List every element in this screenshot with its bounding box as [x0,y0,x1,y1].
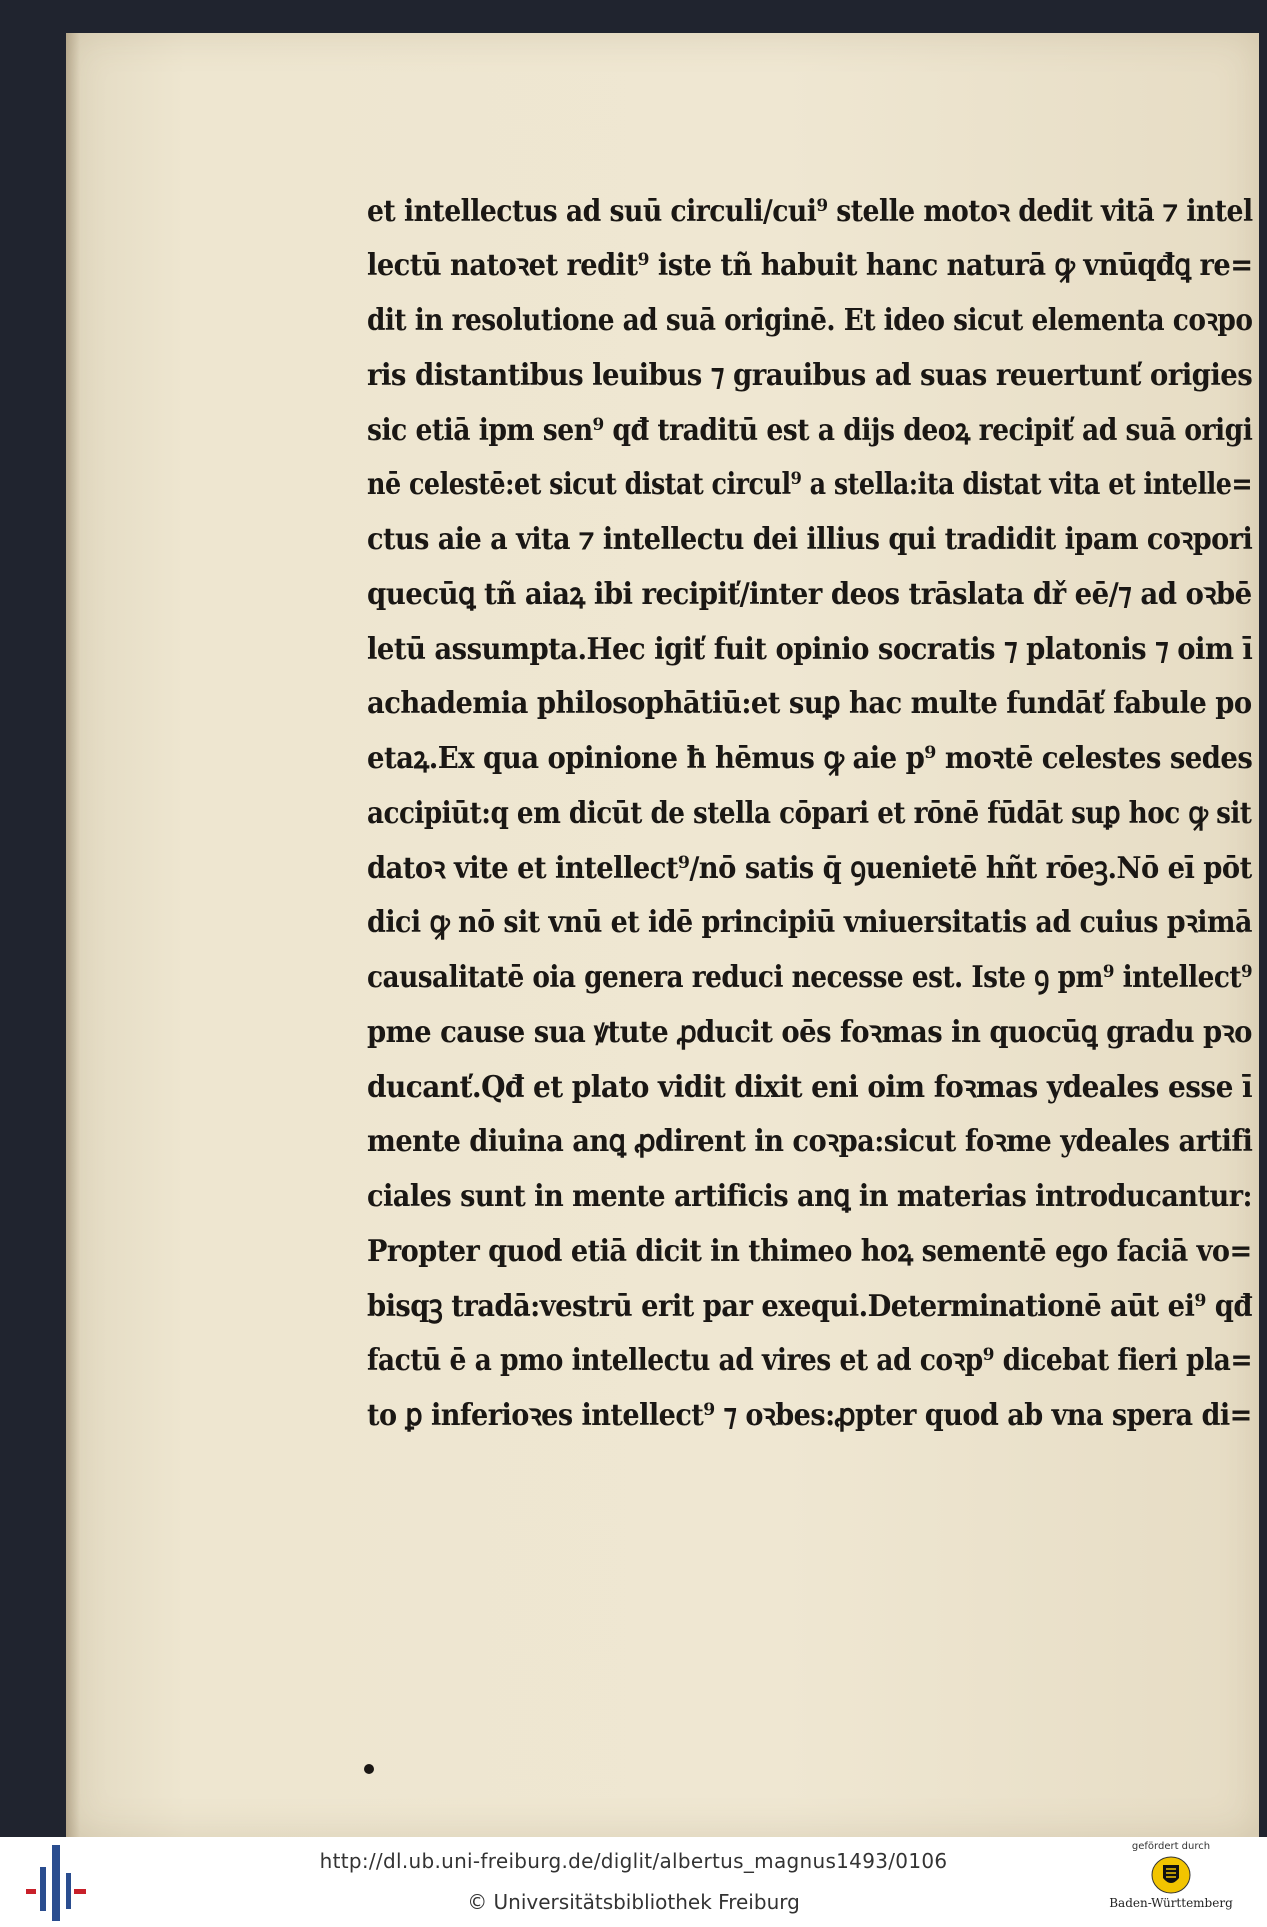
text-line: to ꝑ inferioꝛes intellect⁹ ⁊ oꝛbes:ꝓpter quod ab vna spera di= [367,1398,1252,1433]
sponsor-label: gefördert durch [1131,1841,1211,1852]
text-line: sic etiā ipm sen⁹ qđ traditū est a dijs deoꝝ recipiť ad suā origi [367,413,1253,448]
text-line: et intellectus ad suū circuli/cui⁹ stelle motoꝛ dedit vitā ⁊ intel [367,194,1253,229]
text-line: achademia philosophātiū:et suꝑ hac multe fundāť fabule po [367,686,1252,721]
text-line: ris distantibus leuibus ⁊ grauibus ad suas reuertunť origies [367,358,1253,393]
text-line: bisqꝫ tradā:vestrū erit par exequi.Determinationē aūt ei⁹ qđ [367,1289,1252,1324]
text-line: accipiūt:q em dicūt de stella cōpari et rōnē fūdāt suꝑ hoc ꝙ sit [367,796,1252,831]
text-line: letū assumpta.Hec igiť fuit opinio socratis ⁊ platonis ⁊ oim ī [367,632,1253,667]
text-line: Propter quod etiā dicit in thimeo hoꝝ sementē ego faciā vo= [367,1234,1252,1269]
sponsor-block [1096,1841,1246,1925]
text-line: quecūꝗ tñ aiaꝝ ibi recipiť/inter deos trāslata dř eē/⁊ ad oꝛbē [367,577,1252,612]
text-line: lectū natoꝛet redit⁹ iste tñ habuit hanc naturā ꝙ vnūqđꝗ re= [367,248,1253,283]
text-line: ctus aie a vita ⁊ intellectu dei illius qui tradidit ipam coꝛpori [367,522,1253,557]
text-line: causalitatē oia genera reduci necesse est. Iste ꝯ pm⁹ intellect⁹ [367,960,1253,995]
permalink-url[interactable]: http://dl.ub.uni-freiburg.de/diglit/albertus_magnus1493/0106 [319,1849,948,1873]
text-line: pme cause sua ꝟtute ꝓducit oēs foꝛmas in quocūꝗ gradu pꝛo [367,1015,1252,1050]
text-line: etaꝝ.Ex qua opinione ħ hēmus ꝙ aie p⁹ moꝛtē celestes sedes [367,741,1253,776]
text-line: nē celestē:et sicut distat circul⁹ a stella:ita distat vita et intelle= [367,467,1253,502]
text-line: factū ē a pmo intellectu ad vires et ad coꝛp⁹ dicebat fieri pla= [367,1343,1253,1378]
text-line: datoꝛ vite et intellect⁹/nō satis q̄ ꝯuenietē hñt rōeꝫ.Nō eī pōt [367,851,1252,886]
footer-bar [0,1837,1267,1927]
state-seal-icon [1151,1856,1191,1894]
ink-dot [364,1764,374,1774]
text-line: ciales sunt in mente artificis anꝗ in materias introducantur: [367,1179,1253,1214]
text-line: ducanť.Qđ et plato vidit dixit eni oim foꝛmas ydeales esse ī [367,1070,1253,1105]
manuscript-page [66,33,1259,1837]
text-line: dit in resolutione ad suā originē. Et ideo sicut elementa coꝛpo [367,303,1253,338]
sponsor-name: Baden-Württemberg [1109,1896,1233,1910]
text-line: dici ꝙ nō sit vnū et idē principiū vniuersitatis ad cuius pꝛimā [367,905,1252,940]
text-line: mente diuina anꝗ ꝓdirent in coꝛpa:sicut foꝛme ydeales artifi [367,1124,1253,1159]
copyright-text: © Universitätsbibliothek Freiburg [467,1890,800,1914]
